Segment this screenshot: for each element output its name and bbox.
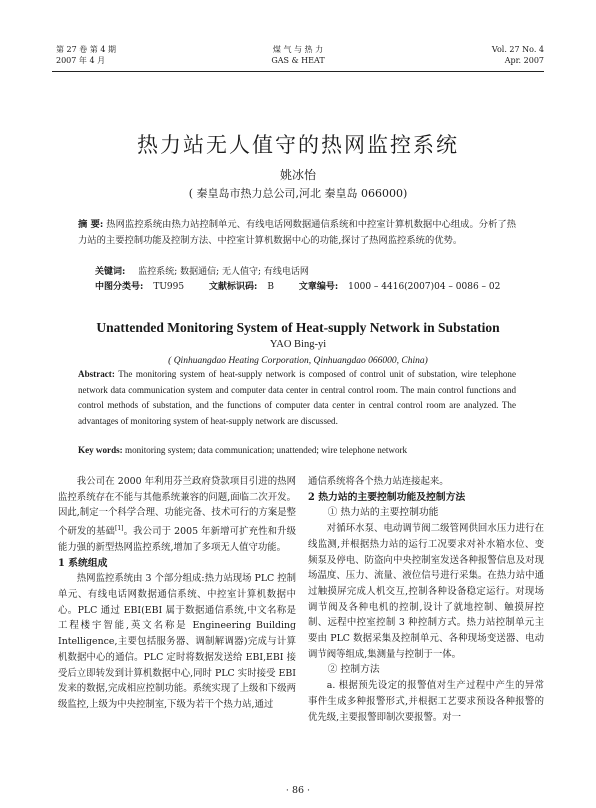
en-title: Unattended Monitoring System of Heat-supply Network in Substation — [96, 320, 500, 335]
volume-issue-text: 第 27 卷 第 4 期 — [56, 45, 116, 54]
en-abstract-label: Abstract: — [78, 369, 115, 379]
publication-date-cn: 2007 年 4 月 — [56, 56, 106, 65]
header-rule — [52, 71, 544, 72]
body-left-column — [58, 474, 296, 713]
journal-name-en: GAS & HEAT — [271, 56, 325, 65]
section-1-heading: 1 系统组成 — [58, 557, 108, 569]
continued-paragraph: 通信系统将各个热力站连接起来。 — [308, 476, 449, 487]
en-keywords-text: monitoring system; data communication; unattended; wire telephone network — [125, 445, 408, 455]
en-author: YAO Bing-yi — [269, 339, 327, 350]
article-no-label: 文章编号: — [298, 282, 339, 292]
subsection-1-paragraph: 对循环水泵、电动调节阀二级管网供回水压力进行在线监测,并根据热力站的运行工况要求对补水箱水位、变频泵及停电、防盗向中央控制室发送各种报警信息及对现场温度、压力、流量、液位信号进行采集。在热力站中通过触摸屏完成人机交互,控制各种设备稳定运行。对现场调节阀及各种电机的控制,设计了就地控制、触摸屏控制、远程中控室控制 3 种控制方式。热力站控制单元主要由 PLC 数据采集及控制单元、各种现场变送器、电动调节阀等组成,集测量与控制于一体。 — [308, 523, 544, 660]
journal-name — [52, 44, 544, 66]
cn-classification — [95, 281, 516, 294]
cn-keywords-text: 监控系统; 数据通信; 无人值守; 有线电话网 — [138, 267, 309, 277]
section-2-heading: 2 热力站的主要控制功能及控制方法 — [308, 491, 466, 503]
intro-text-a: 我公司在 2000 年利用芬兰政府贷款项目引进的热网监控系统存在不能与其他系统兼容的问题,面临二次开发。因此,制定一个科学合理、功能完备、技术可行的方案是整个研发的基础 — [58, 476, 296, 538]
journal-vol-no-en — [492, 44, 544, 66]
cn-affiliation: ( 秦皇岛市热力总公司,河北 秦皇岛 066000) — [188, 187, 408, 200]
running-head — [52, 44, 544, 72]
cn-keywords-label: 关键词: — [95, 267, 126, 277]
en-keywords-label: Key words: — [78, 445, 123, 455]
vol-no-en: Vol. 27 No. 4 — [491, 45, 544, 54]
article-no-value: 1000 – 4416(2007)04 – 0086 – 02 — [348, 282, 501, 292]
publication-date-en: Apr. 2007 — [504, 56, 544, 65]
en-affiliation: ( Qinhuangdao Heating Corporation, Qinhuangdao 066000, China) — [168, 356, 428, 366]
en-abstract-text: The monitoring system of heat-supply network is composed of control unit of substation, wire telephone network data communication system and computer data center in central control room. The main control functions and control methods of substation, and the functions of computer data center in central control room are analyzed. The advantages of monitoring system of heat-supply network are discussed. — [78, 369, 516, 426]
en-abstract — [78, 367, 516, 429]
doc-code-label: 文献标识码: — [208, 282, 258, 292]
cn-author: 姚冰怡 — [279, 168, 316, 182]
body-right-column — [308, 474, 544, 725]
cn-abstract-text: 热网监控系统由热力站控制单元、有线电话网数据通信系统和中控室计算机数据中心组成。分析了热力站的主要控制功能及控制方法、中控室计算机数据中心的功能,探讨了热网监控系统的优势。 — [78, 219, 516, 246]
cn-title: 热力站无人值守的热网监控系统 — [137, 133, 459, 157]
clc-value: TU995 — [153, 282, 185, 292]
clc-label: 中图分类号: — [95, 282, 144, 292]
subsection-1-heading: ① 热力站的主要控制功能 — [327, 507, 439, 519]
subsection-2-heading: ② 控制方法 — [327, 664, 380, 676]
citation-ref: [1] — [114, 525, 124, 533]
doc-code-value: B — [267, 282, 274, 292]
section-1-paragraph: 热网监控系统由 3 个部分组成:热力站现场 PLC 控制单元、有线电话网数据通信系统、中控室计算机数据中心。PLC 通过 EBI(EBI 属于数据通信系统,中文名称是工程楼宇智能,英文名称是 Engineering Building Intelligence,主要包括服务器、调制解调器)完成与计算机数据中心的通信。PLC 定时将数据发送给 EBI,EBI 接受后立即转发到计算机数据中心,同时 PLC 实时接受 EBI 发来的数据,完成相应控制功能。系统实现了上级和下级两级监控,上级为中央控制室,下级为若干个热力站,通过 — [58, 573, 296, 710]
en-keywords — [78, 445, 516, 455]
cn-keywords — [95, 266, 516, 279]
cn-abstract — [78, 217, 516, 248]
intro-text-b: 。我公司于 2005 年新增可扩充性和升级能力强的新型热网监控系统,增加了多项无人值守功能。 — [58, 526, 296, 553]
page-number: · 86 · — [285, 785, 311, 796]
subsection-2-paragraph: a. 根据预先设定的报警值对生产过程中产生的异常事件生成多种报警形式,并根据工艺要求预设各种报警的优先级,主要报警即制次要报警。对一 — [308, 680, 544, 723]
intro-paragraph — [58, 474, 296, 556]
journal-name-cn: 煤 气 与 热 力 — [272, 45, 324, 54]
cn-abstract-label: 摘 要: — [78, 219, 104, 230]
